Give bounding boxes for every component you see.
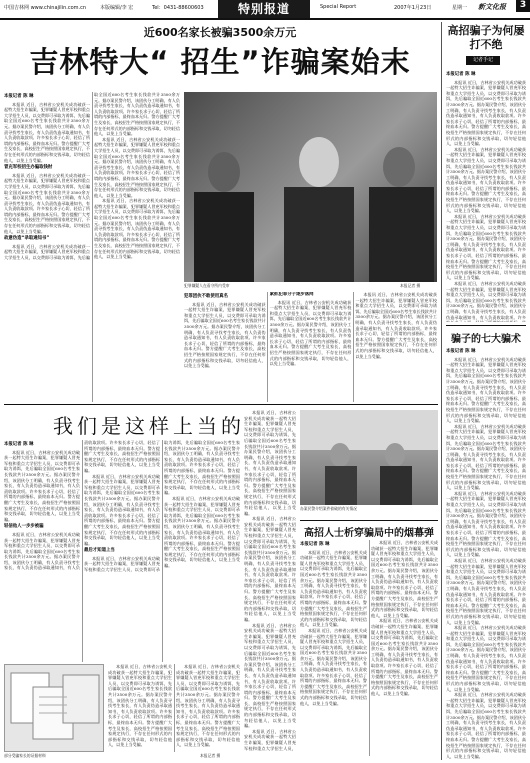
header-editor: 本版编辑/李 宏 [100,5,134,11]
third-byline: 本报记者 陈 琳 [300,542,330,547]
right-box-paragraph: 本报讯 近日，吉林省公安机关成功破获一起特大招生诈骗案，犯罪嫌疑人冒充军校和重点大学招生人员，以交费即可录取为诱饵，先后骗取全国近600名考生家长钱款共计3500余万元。据办案民警介绍，该团伙分工明确，有人负责寻找考生家长，有人负责伪造录取通知书，有人负责收取款项。许多家长求子心切，轻信了所谓的内部指标，最终血本无归。警方提醒广大考生及家长，高校招生严格按照国家规定执行，不存在任何形式的内部指标和交钱录取，切勿轻信他人，以免上当受骗。 [446,356,526,424]
second-photo-credit: 本报记者 摄 [200,753,221,758]
second-paragraph: 本报讯 近日，吉林省公安机关成功破获一起特大招生诈骗案，犯罪嫌疑人冒充军校和重点大学招生人员，以交费即可录取为诱饵，先后骗取全国近600名考生家长钱款共计3500余万元。据办案民警介绍，该团伙分工明确，有人负责寻找考生家长，有人负责伪造录取通知书，有人负责收取款项。许多家长求子心切，轻信了所谓的内部指标，最终血本无归。警方提醒广大考生及家长，高校招生严格按照国家规定执行，不存在任何形式的内部指标和交钱录取，切勿轻信他人，以免上当受骗。 [4,440,160,571]
third-photo-figures [300,410,438,505]
lead-paragraph: 本报讯 近日，吉林省公安机关成功破获一起特大招生诈骗案，犯罪嫌疑人冒充军校和重点大学招生人员，以交费即可录取为诱饵，先后骗取全国近600名考生家长钱款共计3500余万元。据办案民警介绍，该团伙分工明确，有人负责寻找考生家长，有人负责伪造录取通知书，有人负责收取款项。许多家长求子心切，轻信了所谓的内部指标，最终血本无归。警方提醒广大考生及家长，高校招生严格按照国家规定执行，不存在任何形式的内部指标和交钱录取，切勿轻信他人，以免上当受骗。 [269,299,352,367]
lead-paragraph: 本报讯 近日，吉林省公安机关成功破获一起特大招生诈骗案，犯罪嫌疑人冒充军校和重点大学招生人员，以交费即可录取为诱饵，先后骗取全国近600名考生家长钱款共计3500余万元。据办案民警介绍，该团伙分工明确，有人负责寻找考生家长，有人负责伪造录取通知书，有人负责收取款项。许多家长求子心切，轻信了所谓的内部指标，最终血本无归。警方提醒广大考生及家长，高校招生严格按照国家规定执行，不存在任何形式的内部指标和交钱录取，切勿轻信他人，以免上当受骗。 [184,301,266,369]
section-banner: 特别报道 [218,0,310,18]
second-photo-caption: 部分受骗家长的证据材料 [4,753,46,758]
third-photo [300,410,438,505]
second-body-bottom [108,664,240,752]
second-headline: 我们是这样上当的 [53,414,245,438]
third-body [300,540,438,756]
lead-subhead-2: 故意伪造“录取通知书” [4,236,50,242]
third-paragraph: 本报讯 近日，吉林省公安机关成功破获一起特大招生诈骗案，犯罪嫌疑人冒充军校和重点大学招生人员，以交费即可录取为诱饵，先后骗取全国近600名考生家长钱款共计3500余万元。据办案民警介绍，该团伙分工明确，有人负责寻找考生家长，有人负责伪造录取通知书，有人负责收取款项。许多家长求子心切，轻信了所谓的内部指标，最终血本无归。警方提醒广大考生及家长，高校招生严格按照国家规定执行，不存在任何形式的内部指标和交钱录取，切勿轻信他人，以免上当受骗。 [371,540,438,618]
second-top-rule [4,404,438,405]
right-box-body [446,347,526,759]
lead-paragraph: 本报讯 近日，吉林省公安机关成功破获一起特大招生诈骗案，犯罪嫌疑人冒充军校和重点大学招生人员，以交费即可录取为诱饵，先后骗取全国近600名考生家长钱款共计3500余万元。据办案民警介绍，该团伙分工明确，有人负责寻找考生家长，有人负责伪造录取通知书，有人负责收取款项。许多家长求子心切，轻信了所谓的内部指标，最终血本无归。警方提醒广大考生及家长，高校招生严格按照国家规定执行，不存在任何形式的内部指标和交钱录取，切勿轻信他人，以免上当受骗。 [4,172,90,234]
second-subhead-1: 轻信他人一步步被骗 [4,524,44,530]
right-body [446,70,526,322]
third-headline: 高招人士析穿骗局中的烟幕弹 [304,528,434,539]
right-box-paragraph: 本报讯 近日，吉林省公安机关成功破获一起特大招生诈骗案，犯罪嫌疑人冒充军校和重点大学招生人员，以交费即可录取为诱饵，先后骗取全国近600名考生家长钱款共计3500余万元。据办案民警介绍，该团伙分工明确，有人负责寻找考生家长，有人负责伪造录取通知书，有人负责收取款项。许多家长求子心切，轻信了所谓的内部指标，最终血本无归。警方提醒广大考生及家长，高校招生严格按照国家规定执行，不存在任何形式的内部指标和交钱录取，切勿轻信他人，以免上当受骗。 [446,557,526,625]
right-paragraph: 本报讯 近日，吉林省公安机关成功破获一起特大招生诈骗案，犯罪嫌疑人冒充军校和重点大学招生人员，以交费即可录取为诱饵，先后骗取全国近600名考生家长钱款共计3500余万元。据办案民警介绍，该团伙分工明确，有人负责寻找考生家长，有人负责伪造录取通知书，有人负责收取款项。许多家长求子心切，轻信了所谓的内部指标，最终血本无归。警方提醒广大考生及家长，高校招生严格按照国家规定执行，不存在任何形式的内部指标和交钱录取，切勿轻信他人，以免上当受骗。 [446,146,526,214]
middle-paragraph: 本报讯 近日，吉林省公安机关成功破获一起特大招生诈骗案，犯罪嫌疑人冒充军校和重点大学招生人员，以交费即可录取为诱饵，先后骗取全国近600名考生家长钱款共计3500余万元。据办案民警介绍，该团伙分工明确，有人负责寻找考生家长，有人负责伪造录取通知书，有人负责收取款项。许多家长求子心切，轻信了所谓的内部指标，最终血本无归。警方提醒广大考生及家长，高校招生严格按照国家规定执行，不存在任何形式的内部指标和交钱录取，切勿轻信他人，以免上当受骗。 [244,622,296,729]
right-box-byline: 本报记者 陈 琳 [446,349,476,354]
right-box-paragraph: 本报讯 近日，吉林省公安机关成功破获一起特大招生诈骗案，犯罪嫌疑人冒充军校和重点大学招生人员，以交费即可录取为诱饵，先后骗取全国近600名考生家长钱款共计3500余万元。据办案民警介绍，该团伙分工明确，有人负责寻找考生家长，有人负责伪造录取通知书，有人负责收取款项。许多家长求子心切，轻信了所谓的内部指标，最终血本无归。警方提醒广大考生及家长，高校招生严格按照国家规定执行，不存在任何形式的内部指标和交钱录取，切勿轻信他人，以免上当受骗。 [446,490,526,558]
third-paragraph: 本报讯 近日，吉林省公安机关成功破获一起特大招生诈骗案，犯罪嫌疑人冒充军校和重点大学招生人员，以交费即可录取为诱饵，先后骗取全国近600名考生家长钱款共计3500余万元。据办案民警介绍，该团伙分工明确，有人负责寻找考生家长，有人负责伪造录取通知书，有人负责收取款项。许多家长求子心切，轻信了所谓的内部指标，最终血本无归。警方提醒广大考生及家长，高校招生严格按照国家规定执行，不存在任何形式的内部指标和交钱录取，切勿轻信他人，以免上当受骗。 [300,549,367,628]
right-box-title: 骗子的七大骗术 [451,334,521,345]
second-paragraph: 本报讯 近日，吉林省公安机关成功破获一起特大招生诈骗案，犯罪嫌疑人冒充军校和重点大学招生人员，以交费即可录取为诱饵，先后骗取全国近600名考生家长钱款共计3500余万元。据办案民警介绍，该团伙分工明确，有人负责寻找考生家长，有人负责伪造录取通知书，有人负责收取款项。许多家长求子心切，轻信了所谓的内部指标，最终血本无归。警方提醒广大考生及家长，高校招生严格按照国家规定执行，不存在任何形式的内部指标和交钱录取，切勿轻信他人，以免上当受骗。 [84,473,160,546]
documents-photo [4,664,104,752]
right-paragraph: 本报讯 近日，吉林省公安机关成功破获一起特大招生诈骗案，犯罪嫌疑人冒充军校和重点大学招生人员，以交费即可录取为诱饵，先后骗取全国近600名考生家长钱款共计3500余万元。据办案民警介绍，该团伙分工明确，有人负责寻找考生家长，有人负责伪造录取通知书，有人负责收取款项。许多 [446,280,526,320]
section-english: Special Report [320,4,357,10]
lead-photo-figures [184,92,437,282]
right-box-rule [446,325,526,326]
lead-kicker: 近600名家长被骗3500余万元 [143,26,297,39]
lead-photo [184,92,437,282]
lead-paragraph: 本报讯 近日，吉林省公安机关成功破获一起特大招生诈骗案，犯罪嫌疑人冒充军校和重点大学招生人员，以交费即可录取为诱饵，先后骗取全国近600名考生家长钱款共计3500余万元。据办案民警介绍，该团伙分工明确，有人负责寻找考生家长，有人负责伪造录取通知书，有人负责收取款项。许多家长求子心切，轻信了所谓的内部指标，最终血本无归。警方提醒广大考生及家长，高校招生严格按照国家规定执行，不存在任何形式的内部指标和交钱录取，切勿轻信他人，以免上当受骗。 [4,92,180,261]
lead-byline: 本报记者 陈 琳 [4,94,34,99]
right-box-paragraph: 本报讯 近日，吉林省公安机关成功破获一起特大招生诈骗案，犯罪嫌疑人冒充军校和重点大学招生人员，以交费即可录取为诱饵，先后骗取全国近600名考生家长钱款共计3500余万元。据办案民警介绍，该团伙分工明确，有人负责寻找考生家长，有人负责伪造录取通知书，有人负责收取款项。许多家长求子心切，轻信了所谓的内部指标，最终血本无归。警方提醒广大考生及家长，高校招生严格按照国家规定执行，不存在任何形式的内部指标和交钱录取，切勿轻信他人，以免上当受骗。 [446,423,526,491]
right-byline: 本报记者 陈 琳 [446,72,476,77]
third-paragraph: 本报讯 近日，吉林省公安机关成功破获一起特大招生诈骗案，犯罪嫌疑人冒充军校和重点大学招生人员，以交费即可录取为诱饵，先后骗取全国近600名考生家长钱款共计3500余万元。据办案民警介绍，该团伙分工明确，有人负责寻找考生家长，有人负责伪造录取通知书，有人负责收取款项。许多家长求子心切，轻信了所谓的内部指标，最终血本无归。警方提醒广大考生及家长，高校招生严格按照国家规定执行，不存在任何形式的内部指标和交钱录取，切勿轻信他人，以免上当受骗。 [300,627,367,706]
page-number: 3 [516,0,530,12]
second-paragraph: 本报讯 近日，吉林省公安机关成功破获一起特大招生诈骗案，犯罪嫌疑人冒充军校和重点大学招生人员，以交费即可录取为诱饵，先后骗取全国近600名考生家长钱款共计3500余万元。据办案民警介绍，该团伙分工明确，有人负责寻找考生家长，有人负责伪造录取通知书，有人负责收取款项。许多家长求子心切，轻信了所谓的内部指标，最终血本无归。警方提醒广大考生及家长，高校招生严格按照国家规定执行，不存在任何形式的内部指标和交钱录取，切勿轻信他人，以免上当受骗。 [4,449,80,522]
third-top-rule [300,520,438,521]
lead-paragraph: 本报讯 近日，吉林省公安机关成功破获一起特大招生诈骗案，犯罪嫌疑人冒充军校和重点大学招生人员，以交费即可录取为诱饵，先后骗取全国近600名考生家长钱款共计3500余万元。据办案民警介绍，该团伙分工明确，有人负责寻找考生家长，有人负责伪造录取通知书，有人负责收取款项。许多家长求子心切，轻信了所谓的内部指标，最终血本无归。警方提醒广大考生及家长，高校招生严格按照国家规定执行，不存在任何形式的内部指标和交钱录取，切勿轻信他人，以免上当受骗。 [94,136,180,198]
lead-subhead-4: 紧抓犯罪分子逐步落网 [269,292,314,297]
header-weekday: 星期一 [452,5,468,11]
right-divider [441,22,442,760]
right-box-paragraph: 本报讯 近日，吉林省公安机关成功破获一起特大招生诈骗案，犯罪嫌疑人冒充军校和重点大学招生人员，以交费即可录取为诱饵，先后骗取全国近600名考生家长钱款共计3500余万元。据办案民警介绍，该团伙分工明确，有人负责寻找考生家长，有人负责伪造录取通知书，有人负责收取款项。许多家长求子心切，轻信了所谓的内部指标，最终血本无归。警方提醒广大考生及家长，高校招生严格按照国家规定执行，不存在任何形式的内部指标和交钱录取，切勿轻信他人，以免上当受骗。 [446,692,526,759]
second-byline: 本报记者 陈 琳 [4,442,34,447]
middle-paragraph: 本报讯 近日，吉林省公安机关成功破获一起特大招生诈骗案，犯罪嫌疑人冒充军校和重点大学招生人员，以交费即可录取为诱饵，先后骗取全国近600名考生家长钱款共计3500余万元。据办案民警介绍，该团伙分工明确，有人负责寻找考生家长，有人负责伪造录取通知书，有人负责收取款项。许多家长求子心切，轻信了所谓的内部指标，最终血本无归。警方提醒广大考生及家长，高校招生严格按照国家规定执行，不存在任何形式的内部指标和交钱录取，切勿轻信他人，以免上当受骗。 [244,516,296,622]
lead-subhead-1: 冒充军校招生办骗取钱财 [4,165,53,171]
second-subhead-2: 最后才知道上当 [84,548,115,554]
header-rule [0,18,530,20]
right-box-paragraph: 本报讯 近日，吉林省公安机关成功破获一起特大招生诈骗案，犯罪嫌疑人冒充军校和重点大学招生人员，以交费即可录取为诱饵，先后骗取全国近600名考生家长钱款共计3500余万元。据办案民警介绍，该团伙分工明确，有人负责寻找考生家长，有人负责伪造录取通知书，有人负责收取款项。许多家长求子心切，轻信了所谓的内部指标，最终血本无归。警方提醒广大考生及家长，高校招生严格按照国家规定执行，不存在任何形式的内部指标和交钱录取，切勿轻信他人，以免上当受骗。 [446,625,526,692]
lead-paragraph: 本报讯 近日，吉林省公安机关成功破获一起特大招生诈骗案，犯罪嫌疑人冒充军校和重点大学招生人员，以交费即可录取为诱饵，先后骗取全国近600名考生家长钱款共计3500余万元。据办案民警介绍，该团伙分工明确，有人负责寻找考生家长，有人负责伪造录取通知书，有人负责收取款项。许多家长求子心切，轻信了所谓的内部指标，最终血本无归。警方提醒广大考生及家长，高校招生严格按照国家规定执行，不存在任何形式的内部指标和交钱录取，切勿轻信他人，以免上当受骗。 [355,292,437,359]
paper-logo: 新文化报 [478,2,506,11]
lead-body-left [4,92,180,402]
second-paragraph: 本报讯 近日，吉林省公安机关成功破获一起特大招生诈骗案，犯罪嫌疑人冒充军校和重点大学招生人员，以交费即可录取为诱饵，先后骗取全国近600名考生家长钱款共计3500余万元。据办案民警介绍，该团伙分工明确，有人负责寻找考生家长，有人负责伪造录取通知书，有人负责收取款项。许多家长求子心切，轻信了所谓的内部指标，最终血本无归。警方提醒广大考生及家长，高校招生严格按照国家规定执行，不存在任何形式的内部指标和交钱录取，切勿轻信他人，以免上当受骗。 [164,495,240,569]
lead-body-right [184,292,437,402]
second-body [4,440,240,662]
lead-paragraph: 本报讯 近日，吉林省公安机关成功破获一起特大招生诈骗案，犯罪嫌疑人冒充军校和重点大学招生人员，以交费即可录取为诱饵，先后骗取全国近600名考生家长钱款共计3500余万元。据办案民警介绍，该团伙分工明确，有人负责寻找考生家长，有人负责伪造录取通知书，有人负责收取款项。许多家长求子心切，轻信了所谓的内部指标，最终血本无归。警方提醒广大考生及家长，高校招生严格按照国家规定执行，不存在任何形式的内部指标和交钱录取，切勿轻信他人，以免上当受骗。 [4,101,90,163]
lead-subhead-3: 犯罪团伙不敢使用真名 [184,294,228,299]
third-photo-caption: 办案民警介绍案件侦破的有关情况 [300,506,357,511]
lead-headline: 吉林特大“ 招生”诈骗案始末 [29,45,411,79]
lead-photo-credit: 本报记者 摄 [400,283,421,288]
right-headline: 高招骗子为何屡打不绝 [447,24,525,51]
right-tag: 记者手记 [466,56,500,65]
middle-body [244,410,296,755]
middle-paragraph: 本报讯 近日，吉林省公安机关成功破获一起特大招生诈骗案，犯罪嫌疑人冒充军校和重点大学招生人员，以交费即可录取为诱饵，先后骗取全国近600名考生家长钱款共计3500余万元。据办案民警介绍，该团伙分工明确，有人负责寻找考生家长，有人负责伪造录取通知书，有人负责收取款项。许多家长求子心切，轻信了所谓的内部指标，最终血本无归。警方提醒广大考生及家长，高校招生严格按照国家规定执行，不存在任何形式的内部指标和交钱录取，切勿轻信他人，以免上当受骗。 [244,410,296,516]
lead-photo-caption: 犯罪嫌疑人在看守所内受审 [184,283,230,288]
header-phone: Tel：0431-88600603 [152,5,204,11]
right-paragraph: 本报讯 近日，吉林省公安机关成功破获一起特大招生诈骗案，犯罪嫌疑人冒充军校和重点大学招生人员，以交费即可录取为诱饵，先后骗取全国近600名考生家长钱款共计3500余万元。据办案民警介绍，该团伙分工明确，有人负责寻找考生家长，有人负责伪造录取通知书，有人负责收取款项。许多家长求子心切，轻信了所谓的内部指标，最终血本无归。警方提醒广大考生及家长，高校招生严格按照国家规定执行，不存在任何形式的内部指标和交钱录取，切勿轻信他人，以免上当受骗。 [446,213,526,281]
right-paragraph: 本报讯 近日，吉林省公安机关成功破获一起特大招生诈骗案，犯罪嫌疑人冒充军校和重点大学招生人员，以交费即可录取为诱饵，先后骗取全国近600名考生家长钱款共计3500余万元。据办案民警介绍，该团伙分工明确，有人负责寻找考生家长，有人负责伪造录取通知书，有人负责收取款项。许多家长求子心切，轻信了所谓的内部指标，最终血本无归。警方提醒广大考生及家长，高校招生严格按照国家规定执行，不存在任何形式的内部指标和交钱录取，切勿轻信他人，以免上当受骗。 [446,79,526,147]
middle-paragraph: 本报讯 近日，吉林省公安机关成功破获一起特大招生诈骗案，犯罪嫌疑人冒充军校和重点大学招生人员， [244,728,296,751]
second-paragraph: 本报讯 近日，吉林省公安机关成功破获一起特大招生诈骗案，犯罪嫌疑人冒充军校和重点大学招生人员，以交费即可录取为诱饵，先后骗取全国近600名考生家长钱款共计3500余万元。据办案民警介绍，该团伙分工明确，有人负责寻找考生家长，有人负责伪造录取通知书，有人负责收取款项。许多家长求子心切，轻信了所谓的内部指标，最终血本无归。警方提醒广大考生及家长，高校招生严格按照国家规定执行，不存在任何形式的内部指标和交钱录取，切勿轻信他人，以免上当受骗。 [84,440,240,573]
second-paragraph: 本报讯 近日，吉林省公安机关成功破获一起特大招生诈骗案，犯罪嫌疑人冒充军校和重点大学招生人员，以交费即可录取为诱饵，先后骗取全国近600名考生家长钱款共计3500余万元。据办案民警介绍，该团伙分工明确，有人负责寻找考生家长，有人负责伪造录取通知书，有人负责收取款项。许多家长求子心切，轻信了所谓的内部指标，最终血本无归。警方提醒广大考生及家长，高校招生严格按照国家规定执行，不存在任何形式的内部指标和交钱录取，切勿轻信他人，以免上当受骗。 [108,664,172,748]
header-site: 中国吉林网 www.chinajilin.com.cn [4,5,87,11]
second-paragraph: 本报讯 近日，吉林省公安机关成功破获一起特大招生诈骗案，犯罪嫌疑人冒充军校和重点大学招生人员，以交费即可录取为诱饵，先后骗取全国近600名考生家长钱款共计3500余万元。据办案民警介绍，该团伙分工明确，有人负责寻找考生家长，有人负责伪造录取通知书，有人负责收取款项。许多家长求子心切，轻信了所谓的内部指标，最终血本无归。警方提醒广大考生及家长，高校招生严格按照国家规定执行，不存在任何形式的内部指标和交钱录取，切勿轻信他人，以免上当受骗。 [176,664,240,748]
header-date: 2007年1月23日 [394,5,432,11]
lead-paragraph: 本报讯 近日，吉林省公安机关成功破获一起特大招生诈骗案，犯罪嫌疑人冒充军校和重点大学招生人员，以交费即可录取为诱饵，先后骗取全国近600名考生家长钱款共计3500余万元。据办案民警介绍，该团伙分工明确，有人负责寻找考生家长，有人负责伪造录取通知书，有人负责收取款项。许多家长求子心切，轻信了所谓的内部指标，最终血本无归。警方提醒广大考生及家长，高校招生严格按照国家规定执行，不存在任何形式的内部指标和交钱录取，切勿轻信他人，以免上当受骗。 [94,198,180,260]
third-paragraph: 本报讯 近日，吉林省公安机关成功破获一起特大招生诈骗案，犯罪嫌疑人冒充军校和重点大学招生人员，以交费即可录取为诱饵，先后骗取全国近600名考生家长钱款共计3500余万元。据办案民警介绍，该团伙分工明确，有人负责寻找考生家长，有人负责伪造录取通知书，有人负责收取款项。许多家长求子心切，轻信了所谓的内部指标，最终血本无归。警方提醒广大考生及家长，高校招生严格按照国家规定执行，不存在任何形式的内部指标和交钱录取，切勿轻信他人，以免上当受骗。 [371,618,438,697]
documents-illustration [5,665,105,753]
